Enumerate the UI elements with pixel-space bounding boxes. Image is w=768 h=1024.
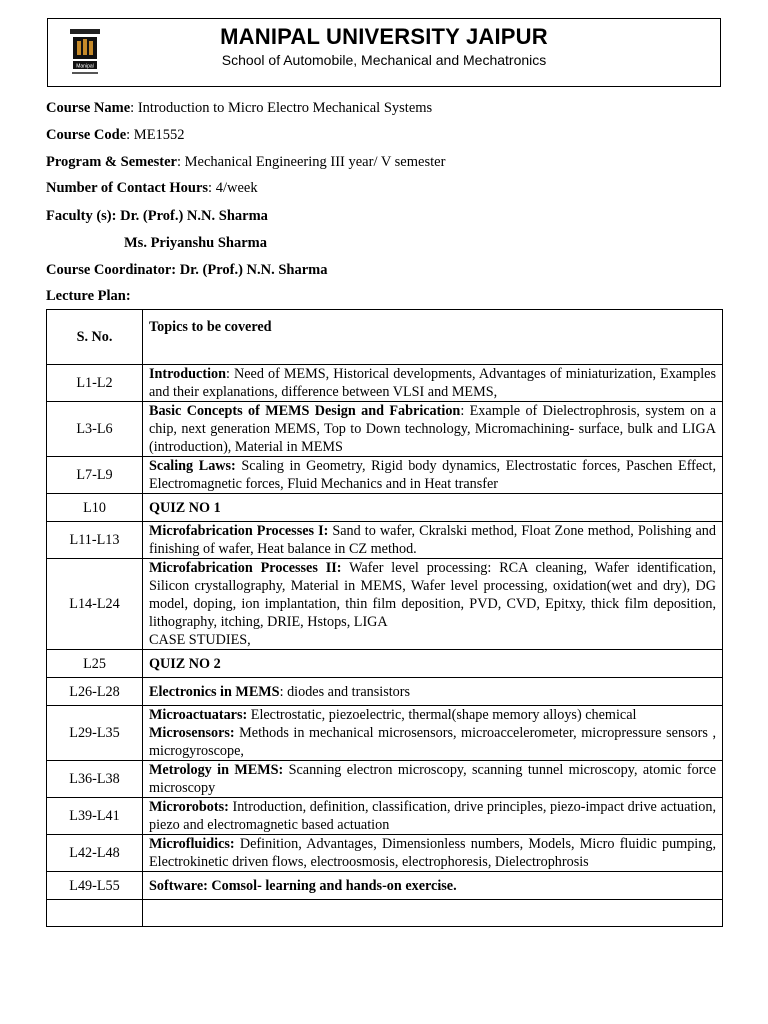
- row-sno: L39-L41: [47, 798, 143, 835]
- row-sno: L25: [47, 650, 143, 678]
- table-row: [47, 457, 723, 494]
- row-topic: Introduction: Need of MEMS, Historical developments, Advantages of miniaturization, Examples and their explanations, difference between VLSI and MEMS,: [143, 365, 723, 402]
- course-name-line: [46, 100, 432, 117]
- contact-hours-value: : 4/week: [208, 180, 258, 196]
- table-row: [47, 761, 723, 798]
- row-sno: [47, 900, 143, 927]
- faculty-line: [46, 208, 268, 225]
- table-row: [47, 522, 723, 559]
- row-topic: Basic Concepts of MEMS Design and Fabrication: Example of Dielectrophrosis, system on a chip, next generation MEMS, Top to Down technology, Micromachining- surface, bulk and LIGA (introduction), Material in MEMS: [143, 402, 723, 457]
- row-sno: L42-L48: [47, 835, 143, 872]
- table-row: [47, 900, 723, 927]
- row-sno: L3-L6: [47, 402, 143, 457]
- row-topic: Microfabrication Processes I: Sand to wafer, Ckralski method, Float Zone method, Polishing and finishing of wafer, Heat balance in CZ method.: [143, 522, 723, 559]
- school-name: School of Automobile, Mechanical and Mechatronics: [221, 52, 547, 68]
- course-name-value: : Introduction to Micro Electro Mechanical Systems: [130, 100, 433, 116]
- row-topic: Electronics in MEMS: diodes and transistors: [143, 678, 723, 706]
- program-value: : Mechanical Engineering III year/ V semester: [176, 154, 446, 170]
- row-sno: L10: [47, 494, 143, 522]
- row-topic: Microfabrication Processes II: Wafer level processing: RCA cleaning, Wafer identification, Silicon crystallography, Material in MEMS, Wafer level processing, oxidation(wet and dry), DG model, doping, ion implantation, thin film deposition, PVD, CVD, Epitxy, thick film deposition, lithography, itching, DRIE, Hstops, LIGA CASE STUDIES,: [143, 559, 723, 650]
- table-row: [47, 872, 723, 900]
- logo-text: Manipal: [76, 63, 94, 70]
- course-code-line: [46, 127, 185, 144]
- header-topics: Topics to be covered: [143, 310, 723, 365]
- row-topic: QUIZ NO 2: [143, 650, 723, 678]
- row-sno: L36-L38: [47, 761, 143, 798]
- row-topic: Microactuatars: Electrostatic, piezoelectric, thermal(shape memory alloys) chemical Microsensors: Methods in mechanical microsensors, microaccelerometer, micropressure sensors , microgyroscope,: [143, 706, 723, 761]
- university-title: MANIPAL UNIVERSITY JAIPUR: [220, 24, 548, 49]
- table-row: [47, 402, 723, 457]
- lecture-plan-text: Lecture Plan:: [46, 288, 131, 304]
- row-sno: L11-L13: [47, 522, 143, 559]
- table-row: [47, 835, 723, 872]
- row-sno: L49-L55: [47, 872, 143, 900]
- row-sno: L14-L24: [47, 559, 143, 650]
- row-sno: L1-L2: [47, 365, 143, 402]
- faculty-text: Faculty (s): Dr. (Prof.) N.N. Sharma: [46, 208, 268, 224]
- row-sno: L26-L28: [47, 678, 143, 706]
- row-topic: Microfluidics: Definition, Advantages, Dimensionless numbers, Models, Micro fluidic pumping, Electrokinetic driven flows, electroosmosis, electrophoresis, Dielectrophrosis: [143, 835, 723, 872]
- table-row: [47, 650, 723, 678]
- row-topic: Metrology in MEMS: Scanning electron microscopy, scanning tunnel microscopy, atomic force microscopy: [143, 761, 723, 798]
- coordinator-text: Course Coordinator: Dr. (Prof.) N.N. Sharma: [46, 262, 328, 278]
- program-label: Program & Semester: [46, 154, 177, 170]
- row-topic: QUIZ NO 1: [143, 494, 723, 522]
- table-row: [47, 798, 723, 835]
- row-sno: L29-L35: [47, 706, 143, 761]
- university-header: [47, 18, 721, 87]
- row-topic: Scaling Laws: Scaling in Geometry, Rigid body dynamics, Electrostatic forces, Paschen Effect, Electromagnetic forces, Fluid Mechanics and in Heat transfer: [143, 457, 723, 494]
- program-line: [46, 154, 445, 171]
- header-sno: S. No.: [47, 310, 143, 365]
- coordinator-line: [46, 262, 328, 279]
- faculty-line-2: [124, 235, 267, 252]
- row-topic: [143, 900, 723, 927]
- row-topic: Microrobots: Introduction, definition, classification, drive principles, piezo-impact drive actuation, piezo and electromagnetic based actuation: [143, 798, 723, 835]
- table-row: [47, 365, 723, 402]
- table-row: [47, 494, 723, 522]
- course-code-value: : ME1552: [126, 127, 185, 143]
- lecture-plan-label: [46, 288, 131, 305]
- row-topic: Software: Comsol- learning and hands-on exercise.: [143, 872, 723, 900]
- faculty-text-2: Ms. Priyanshu Sharma: [124, 235, 268, 251]
- contact-hours-line: [46, 180, 258, 197]
- table-header-row: [47, 310, 723, 365]
- table-row: [47, 559, 723, 650]
- contact-hours-label: Number of Contact Hours: [46, 180, 209, 196]
- course-name-label: Course Name: [46, 100, 131, 116]
- table-row: [47, 678, 723, 706]
- row-sno: L7-L9: [47, 457, 143, 494]
- course-code-label: Course Code: [46, 127, 127, 143]
- table-row: [47, 706, 723, 761]
- lecture-plan-table: [46, 309, 723, 927]
